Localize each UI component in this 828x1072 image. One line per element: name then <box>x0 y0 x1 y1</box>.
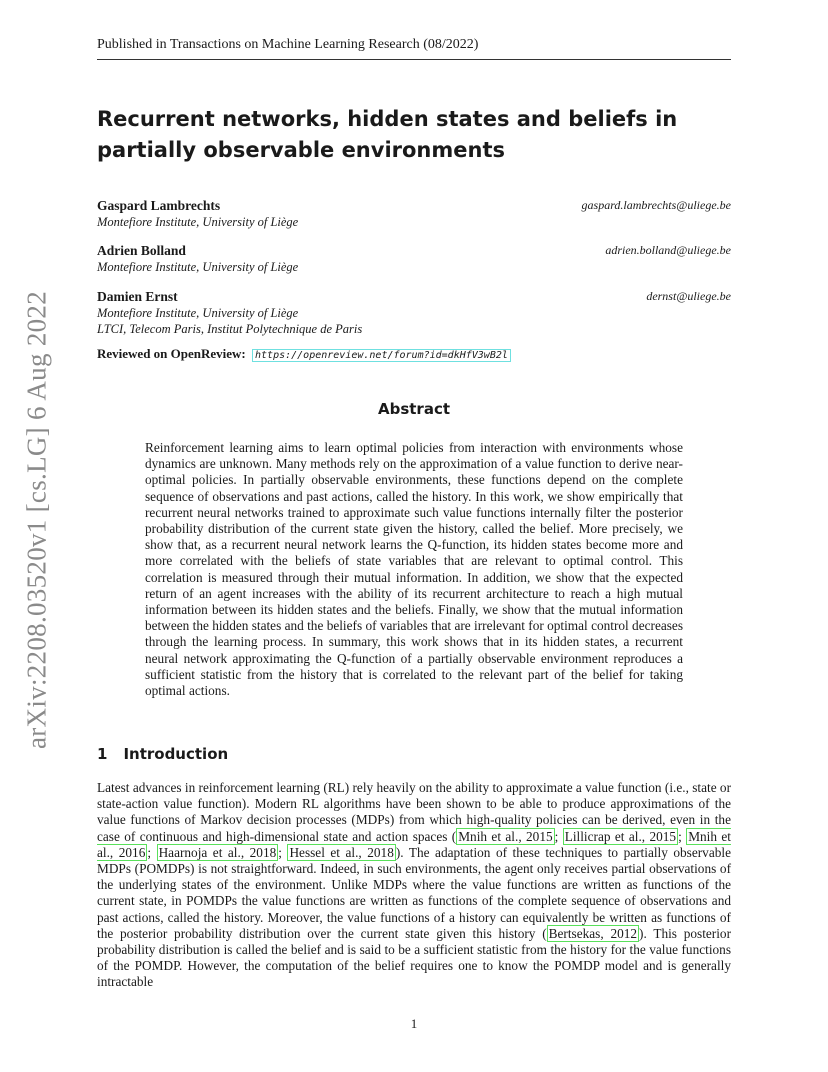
openreview-line <box>97 346 511 362</box>
page-number: 1 <box>410 1016 418 1031</box>
author-name: Gaspard Lambrechts <box>97 198 221 213</box>
introduction-paragraph <box>97 780 731 991</box>
abstract-text: Reinforcement learning aims to learn optimal policies from interaction with environments whose dynamics are unknown. Many methods rely on the approximation of a value function to derive near-optimal policies. In partially observable environments, these functions depend on the complete sequence of observations and past actions, called the history. In this work, we show empirically that recurrent neural networks trained to approximate such value functions internally filter the posterior probability distribution of the current state given the history, called the belief. More precisely, we show that, as a recurrent neural network learns the Q-function, its hidden states become more and more correlated with the beliefs of state variables that are relevant to optimal control. This correlation is measured through their mutual information. In addition, we show that the expected return of an agent increases with the ability of its recurrent architecture to reach a high mutual information between its hidden states and the beliefs. Finally, we show that the mutual information between the hidden states and the beliefs of variables that are irrelevant for optimal control decreases through the learning process. In summary, this work shows that in its hidden states, a recurrent neural network approximating the Q-function of a partially observable environment reproduces a sufficient statistic from the history that is correlated to the relevant part of the belief for taking optimal actions. <box>145 440 683 699</box>
section-number: 1 <box>97 745 108 763</box>
author-block <box>97 243 731 275</box>
openreview-label: Reviewed on OpenReview: <box>97 346 246 361</box>
citation-separator: ; <box>554 828 563 844</box>
paragraph-text: ). This posterior probability distribution is called the belief and is said to be a sufficient statistic from the history for the value functions of the POMDP. However, the computation of the belief requires one to know the POMDP model and is generally intractable <box>97 925 732 990</box>
section-heading <box>97 745 228 763</box>
author-name: Damien Ernst <box>97 289 178 304</box>
citation-separator: ; <box>278 844 288 860</box>
author-email[interactable]: adrien.bolland@uliege.be <box>605 243 731 257</box>
citation-link[interactable]: Hessel et al., 2018 <box>289 844 394 860</box>
citation-link[interactable]: Mnih et al., 2015 <box>458 828 553 844</box>
author-affiliation: Montefiore Institute, University of Liège <box>97 260 299 274</box>
openreview-link[interactable]: https://openreview.net/forum?id=dkHfV3wB2l <box>252 349 511 362</box>
citation-link[interactable]: Bertsekas, 2012 <box>548 925 638 941</box>
running-head: Published in Transactions on Machine Learning Research (08/2022) <box>97 37 731 60</box>
author-email[interactable]: gaspard.lambrechts@uliege.be <box>581 198 731 212</box>
author-email[interactable]: dernst@uliege.be <box>646 289 731 303</box>
paper-title: Recurrent networks, hidden states and beliefs in partially observable environments <box>97 107 678 162</box>
section-title: Introduction <box>123 745 229 763</box>
abstract-heading: Abstract <box>377 400 451 418</box>
author-block <box>97 289 731 337</box>
author-affiliation: Montefiore Institute, University of Liège <box>97 306 299 320</box>
author-name: Adrien Bolland <box>97 243 186 258</box>
author-block <box>97 198 731 230</box>
citation-link[interactable]: Haarnoja et al., 2018 <box>158 844 277 860</box>
citation-link[interactable]: Lillicrap et al., 2015 <box>564 828 677 844</box>
arxiv-identifier-stamp: arXiv:2208.03520v1 [cs.LG] 6 Aug 2022 <box>21 290 52 750</box>
paragraph-text: ). The adaptation of these techniques to partially observable MDPs (POMDPs) is not straightforward. Indeed, in such environments, the agent only receives partial observations of the underlying states of the environment. Unlike MDPs where the value functions are written as functions of the current state, in POMDPs the value functions are written as functions of the complete sequence of observations and past actions, called the history. Moreover, the value functions of a history can equivalently be written as functions of the posterior probability distribution over the current state given this history ( <box>97 844 731 941</box>
citation-separator: ; <box>678 828 687 844</box>
author-affiliation: LTCI, Telecom Paris, Institut Polytechnique de Paris <box>97 322 363 336</box>
paragraph-text: Latest advances in reinforcement learning (RL) rely heavily on the ability to approximate a value function (i.e., state or state-action value function). Modern RL algorithms have been shown to be able to produce approximations of the value functions of Markov decision processes (MDPs) from which high-quality policies can be derived, even in the case of continuous and high-dimensional state and action spaces ( <box>97 780 731 844</box>
citation-separator: ; <box>147 844 157 860</box>
citation-link[interactable]: Mnih et al., 2016 <box>97 828 731 860</box>
author-affiliation: Montefiore Institute, University of Liège <box>97 215 299 229</box>
